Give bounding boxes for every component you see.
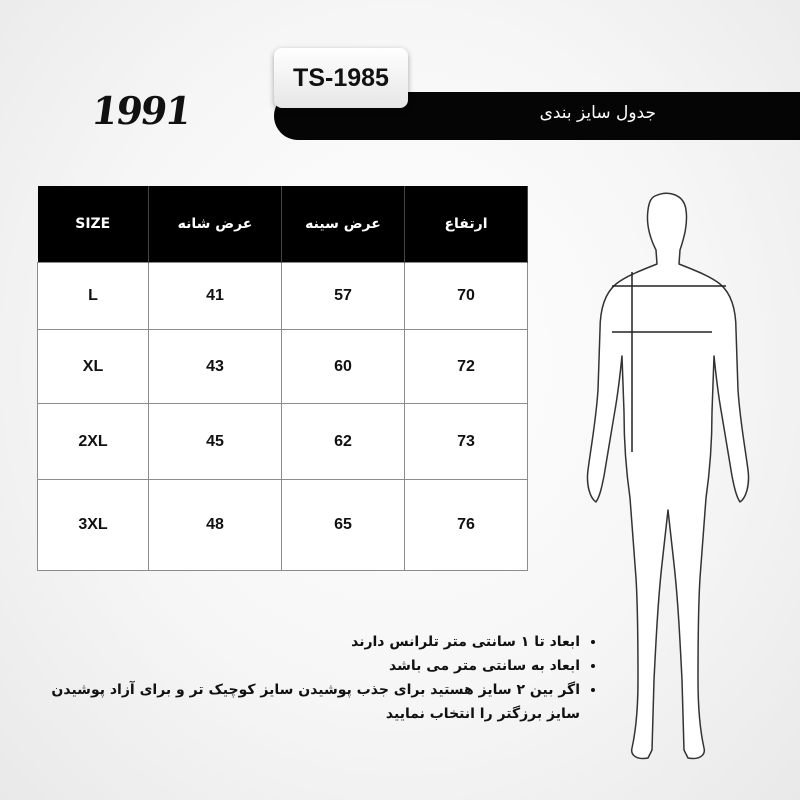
- cell-chest: 60: [282, 330, 405, 404]
- cell-height: 73: [405, 404, 528, 480]
- column-header-height: ارتفاع: [405, 186, 528, 263]
- cell-chest: 57: [282, 263, 405, 330]
- product-code: TS-1985: [293, 63, 389, 92]
- cell-size: L: [38, 263, 149, 330]
- product-code-badge: [274, 48, 408, 108]
- note-item: • ابعاد تا ۱ سانتی متر تلرانس دارند: [40, 630, 580, 654]
- cell-chest: 62: [282, 404, 405, 480]
- table-row: [38, 480, 528, 571]
- cell-shoulder: 48: [149, 480, 282, 571]
- note-item: • اگر بین ۲ سایز هستید برای جذب پوشیدن سایز کوچیک تر و برای آزاد پوشیدن سایز برزگتر را انتخاب نمایید: [40, 678, 580, 726]
- size-table: [37, 186, 528, 571]
- cell-shoulder: 41: [149, 263, 282, 330]
- cell-size: 3XL: [38, 480, 149, 571]
- brand-logo: 1991: [88, 88, 193, 133]
- column-header-chest: عرض سینه: [282, 186, 405, 263]
- cell-size: 2XL: [38, 404, 149, 480]
- column-header-shoulder: عرض شانه: [149, 186, 282, 263]
- table-header-row: [38, 186, 528, 263]
- column-header-size: SIZE: [38, 186, 149, 263]
- cell-height: 76: [405, 480, 528, 571]
- cell-height: 70: [405, 263, 528, 330]
- cell-shoulder: 43: [149, 330, 282, 404]
- cell-height: 72: [405, 330, 528, 404]
- cell-chest: 65: [282, 480, 405, 571]
- cell-size: XL: [38, 330, 149, 404]
- page-title: جدول سایز بندی: [539, 103, 656, 123]
- table-row: [38, 330, 528, 404]
- table-row: [38, 263, 528, 330]
- notes-list: [40, 630, 602, 726]
- table-row: [38, 404, 528, 480]
- cell-shoulder: 45: [149, 404, 282, 480]
- body-silhouette: [587, 193, 748, 758]
- note-item: • ابعاد به سانتی متر می باشد: [40, 654, 580, 678]
